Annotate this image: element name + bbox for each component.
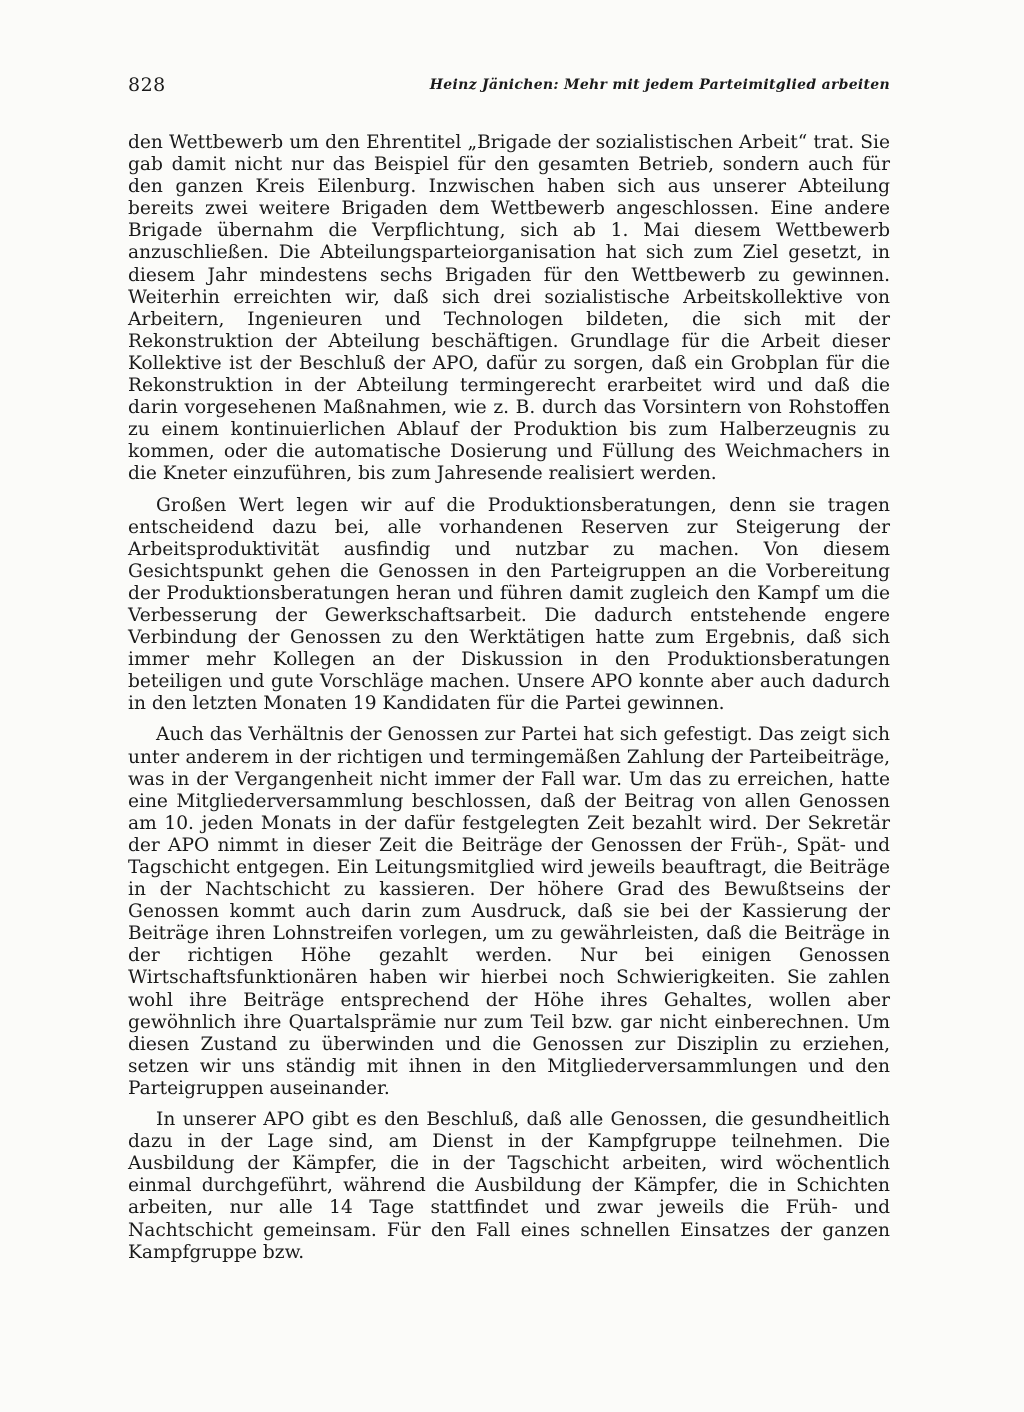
- running-title: Heinz Jänichen: Mehr mit jedem Parteimitglied arbeiten: [429, 77, 890, 93]
- paragraph: Auch das Verhältnis der Genossen zur Partei hat sich gefestigt. Das zeigt sich unter anderem in der richtigen und termingemäßen Zahlung der Parteibeiträge, was in der Vergangenheit nicht immer der Fall war. Um das zu erreichen, hatte eine Mitgliederversammlung beschlossen, daß der Beitrag von allen Genossen am 10. jeden Monats in der dafür festgelegten Zeit bezahlt wird. Der Sekretär der APO nimmt in dieser Zeit die Beiträge der Genossen der Früh-, Spät- und Tagschicht entgegen. Ein Leitungsmitglied wird jeweils beauftragt, die Beiträge in der Nachtschicht zu kassieren. Der höhere Grad des Bewußtseins der Genossen kommt auch darin zum Ausdruck, daß sie bei der Kassierung der Beiträge ihren Lohnstreifen vorlegen, um zu gewährleisten, daß die Beiträge in der richtigen Höhe gezahlt werden. Nur bei einigen Genossen Wirtschaftsfunktionären haben wir hierbei noch Schwierigkeiten. Sie zahlen wohl ihre Beiträge entsprechend der Höhe ihres Gehaltes, wollen aber gewöhnlich ihre Quartalsprämie nur zum Teil bzw. gar nicht einberechnen. Um diesen Zustand zu überwinden und die Genossen zur Disziplin zu erziehen, setzen wir uns ständig mit ihnen in den Mitgliederversammlungen und den Parteigruppen auseinander.: [128, 724, 890, 1099]
- paragraph: In unserer APO gibt es den Beschluß, daß alle Genossen, die gesundheitlich dazu in der Lage sind, am Dienst in der Kampfgruppe teilnehmen. Die Ausbildung der Kämpfer, die in der Tagschicht arbeiten, wird wöchentlich einmal durchgeführt, während die Ausbildung der Kämpfer, die in Schichten arbeiten, nur alle 14 Tage stattfindet und zwar jeweils die Früh- und Nachtschicht gemeinsam. Für den Fall eines schnellen Einsatzes der ganzen Kampfgruppe bzw.: [128, 1109, 890, 1263]
- paragraph: Großen Wert legen wir auf die Produktionsberatungen, denn sie tragen entscheidend dazu bei, alle vorhandenen Reserven zur Steigerung der Arbeitsproduktivität ausfindig und nutzbar zu machen. Von diesem Gesichtspunkt gehen die Genossen in den Parteigruppen an die Vorbereitung der Produktionsberatungen heran und führen damit zugleich den Kampf um die Verbesserung der Gewerkschaftsarbeit. Die dadurch entstehende engere Verbindung der Genossen zu den Werktätigen hatte zum Ergebnis, daß sich immer mehr Kollegen an der Diskussion in den Produktionsberatungen beteiligen und gute Vorschläge machen. Unsere APO konnte aber auch dadurch in den letzten Monaten 19 Kandidaten für die Partei gewinnen.: [128, 494, 890, 715]
- page-number: 828: [128, 74, 166, 96]
- body-text: [128, 132, 890, 1264]
- paragraph: den Wettbewerb um den Ehrentitel „Brigade der sozialistischen Arbeit“ trat. Sie gab damit nicht nur das Beispiel für den gesamten Betrieb, sondern auch für den ganzen Kreis Eilenburg. Inzwischen haben sich aus unserer Abteilung bereits zwei weitere Brigaden dem Wettbewerb angeschlossen. Eine andere Brigade übernahm die Verpflichtung, sich ab 1. Mai diesem Wettbewerb anzuschließen. Die Abteilungsparteiorganisation hat sich zum Ziel gesetzt, in diesem Jahr mindestens sechs Brigaden für den Wettbewerb zu gewinnen. Weiterhin erreichten wir, daß sich drei sozialistische Arbeitskollektive von Arbeitern, Ingenieuren und Technologen bildeten, die sich mit der Rekonstruktion der Abteilung beschäftigen. Grundlage für die Arbeit dieser Kollektive ist der Beschluß der APO, dafür zu sorgen, daß ein Grobplan für die Rekonstruktion in der Abteilung termingerecht erarbeitet wird und daß die darin vorgesehenen Maßnahmen, wie z. B. durch das Vorsintern von Rohstoffen zu einem kontinuierlichen Ablauf der Produktion bis zum Halberzeugnis zu kommen, oder die automatische Dosierung und Füllung des Weichmachers in die Kneter einzuführen, bis zum Jahresende realisiert werden.: [128, 132, 890, 485]
- page-header: [128, 74, 890, 104]
